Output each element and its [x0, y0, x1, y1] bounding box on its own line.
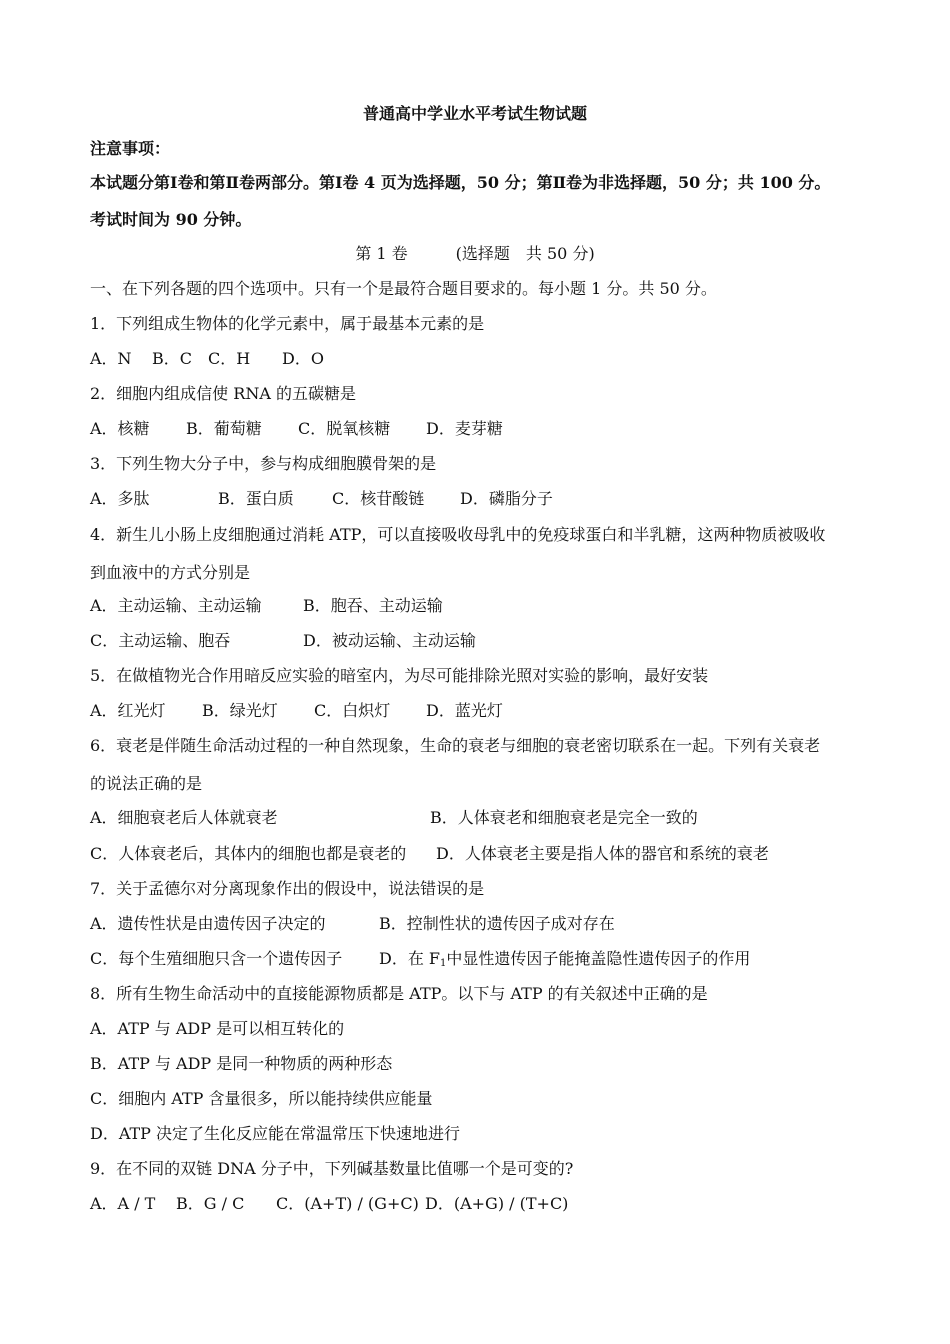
question-3-option-d: D．磷脂分子	[460, 489, 553, 508]
question-7-option-a: A．遗传性状是由遗传因子决定的	[90, 914, 326, 933]
question-7-option-d-prefix: D．在 F	[379, 949, 441, 968]
question-8-stem: 8．所有生物生命活动中的直接能源物质都是 ATP。以下与 ATP 的有关叙述中正确的是	[90, 984, 708, 1003]
question-5-option-d: D．蓝光灯	[426, 701, 503, 720]
question-1-option-a: A．N	[90, 349, 132, 368]
question-2-option-a: A．核糖	[90, 419, 150, 438]
question-2-option-b: B．葡萄糖	[186, 419, 262, 438]
notice-heading: 注意事项：	[90, 139, 171, 158]
question-6-option-c: C．人体衰老后，其体内的细胞也都是衰老的	[90, 844, 407, 863]
question-3-option-b: B．蛋白质	[218, 489, 294, 508]
question-6-option-a: A．细胞衰老后人体就衰老	[90, 808, 278, 827]
question-9-option-c: C．(A+T) / (G+C)	[276, 1194, 419, 1213]
f1-subscript: 1	[440, 958, 447, 969]
question-7-option-d	[379, 948, 750, 970]
question-7-option-b: B．控制性状的遗传因子成对存在	[379, 914, 615, 933]
question-8-option-b: B．ATP 与 ADP 是同一种物质的两种形态	[90, 1054, 393, 1073]
question-4-stem: 4．新生儿小肠上皮细胞通过消耗 ATP，可以直接吸收母乳中的免疫球蛋白和半乳糖，这两种物质被吸收	[90, 525, 826, 544]
question-9-stem: 9．在不同的双链 DNA 分子中，下列碱基数量比值哪一个是可变的?	[90, 1159, 574, 1178]
question-4-option-a: A．主动运输、主动运输	[90, 596, 262, 615]
question-8-option-d: D．ATP 决定了生化反应能在常温常压下快速地进行	[90, 1124, 461, 1143]
question-5-option-b: B．绿光灯	[202, 701, 278, 720]
question-6-option-b: B．人体衰老和细胞衰老是完全一致的	[430, 808, 698, 827]
question-3-stem: 3．下列生物大分子中，参与构成细胞膜骨架的是	[90, 454, 437, 473]
question-1-stem: 1．下列组成生物体的化学元素中，属于最基本元素的是	[90, 314, 485, 333]
question-9-option-d: D．(A+G) / (T+C)	[425, 1194, 569, 1213]
question-2-stem: 2．细胞内组成信使 RNA 的五碳糖是	[90, 384, 356, 403]
question-2-option-d: D．麦芽糖	[426, 419, 503, 438]
question-7-option-c: C．每个生殖细胞只含一个遗传因子	[90, 949, 343, 968]
question-4-option-d: D．被动运输、主动运输	[303, 631, 476, 650]
section-instruction: 一、在下列各题的四个选项中。只有一个是最符合题目要求的。每小题 1 分。共 50 分。	[90, 279, 717, 298]
question-3-option-c: C．核苷酸链	[332, 489, 425, 508]
notice-line-2: 考试时间为 90 分钟。	[90, 210, 252, 229]
question-2-option-c: C．脱氧核糖	[298, 419, 391, 438]
question-5-option-a: A．红光灯	[90, 701, 166, 720]
question-1-option-d: D．O	[282, 349, 324, 368]
notice-line-1: 本试题分第Ⅰ卷和第Ⅱ卷两部分。第Ⅰ卷 4 页为选择题，50 分；第Ⅱ卷为非选择题，50 分；共 100 分。	[90, 173, 831, 192]
question-8-option-a: A．ATP 与 ADP 是可以相互转化的	[90, 1019, 345, 1038]
question-4-option-c: C．主动运输、胞吞	[90, 631, 231, 650]
question-1-option-b: B．C	[152, 349, 193, 368]
question-5-stem: 5．在做植物光合作用暗反应实验的暗室内，为尽可能排除光照对实验的影响，最好安装	[90, 666, 709, 685]
question-1-option-c: C．H	[208, 349, 251, 368]
question-4-stem-continued: 到血液中的方式分别是	[90, 563, 251, 582]
question-8-option-c: C．细胞内 ATP 含量很多，所以能持续供应能量	[90, 1089, 433, 1108]
question-6-option-d: D．人体衰老主要是指人体的器官和系统的衰老	[436, 844, 769, 863]
section-title: 第 1 卷 (选择题 共 50 分)	[355, 244, 595, 263]
question-9-option-b: B．G / C	[176, 1194, 245, 1213]
question-4-option-b: B．胞吞、主动运输	[303, 596, 443, 615]
question-7-stem: 7．关于孟德尔对分离现象作出的假设中，说法错误的是	[90, 879, 485, 898]
question-7-option-d-rest: 中显性遗传因子能掩盖隐性遗传因子的作用	[446, 949, 751, 968]
question-3-option-a: A．多肽	[90, 489, 150, 508]
question-9-option-a: A．A / T	[90, 1194, 156, 1213]
page-title: 普通高中学业水平考试生物试题	[362, 104, 587, 123]
question-6-stem-continued: 的说法正确的是	[90, 774, 203, 793]
question-5-option-c: C．白炽灯	[314, 701, 391, 720]
question-6-stem: 6．衰老是伴随生命活动过程的一种自然现象，生命的衰老与细胞的衰老密切联系在一起。下列有关衰老	[90, 736, 821, 755]
